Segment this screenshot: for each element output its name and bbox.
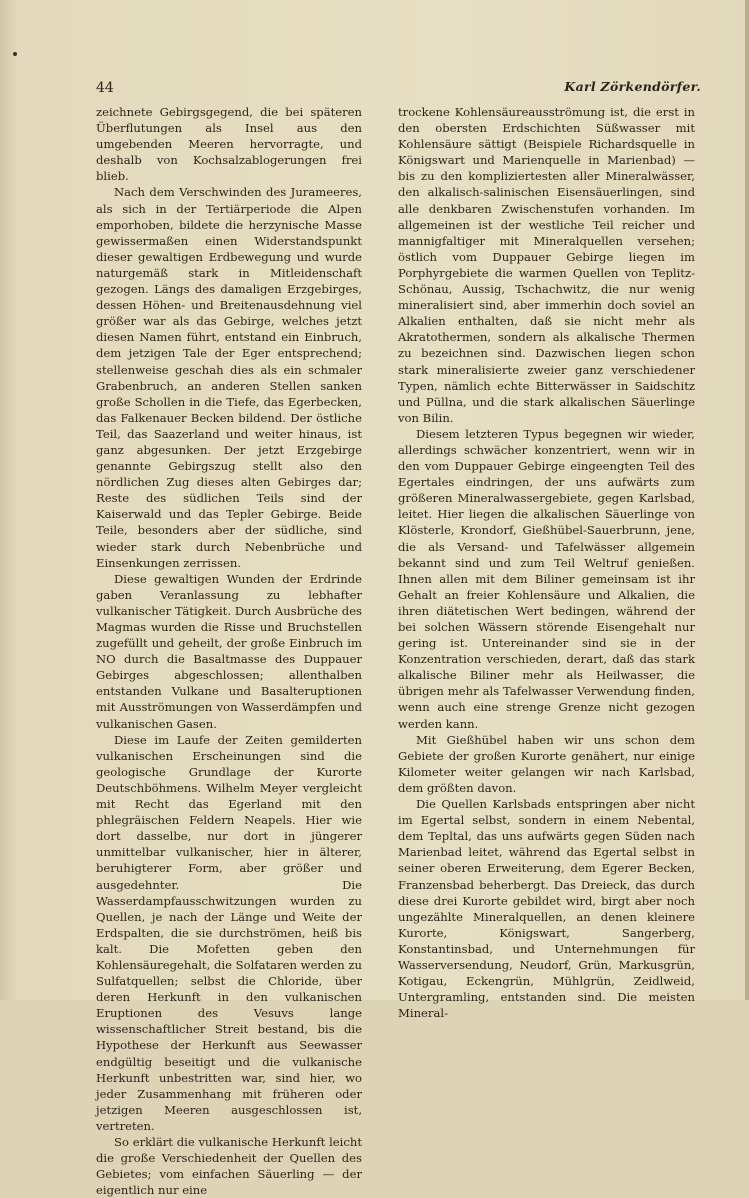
page-mark — [13, 52, 17, 56]
page-number: 44 — [96, 80, 114, 96]
paragraph: Nach dem Verschwinden des Jurameeres, als sich in der Tertiärperiode die Alpen emporhoben, bildete die herzynische Masse gewissermaßen einen Widerstandspunkt dieser gewaltigen Erdbewegung und wurde naturgemäß stark in Mitleidenschaft gezogen. Längs des damaligen Erzgebirges, dessen Höhen- und Breitenausdehnung viel größer war als das Gebirge, welches jetzt diesen Namen führt, entstand ein Einbruch, dem jetzigen Tale der Eger entsprechend; stellenweise geschah dies als ein schmaler Grabenbruch, an anderen Stellen sanken große Schollen in die Tiefe, das Egerbecken, das Falkenauer Becken bildend. Der östliche Teil, das Saazerland und weiter hinaus, ist ganz abgesunken. Der jetzt Erzgebirge genannte Gebirgszug stellt also den nördlichen Zug dieses alten Gebirges dar; Reste des südlichen Teils sind der Kaiserwald und das Tepler Gebirge. Beide Teile, besonders aber der südliche, sind wieder stark durch Nebenbrüche und Einsenkungen zerrissen. — [96, 185, 362, 570]
page-edge — [745, 0, 749, 1000]
paragraph: trockene Kohlensäureausströmung ist, die erst in den obersten Erdschichten Süßwasser mit Kohlensäure sättigt (Beispiele Richardsquelle in Königswart und Marienquelle in Marienbad) — bis zu den kompliziertesten aller Mineralwässer, den alkalisch-salinischen Eisensäuerlingen, sind alle denkbaren Zwischenstufen vorhanden. Im allgemeinen ist der westliche Teil reicher und mannigfaltiger mit Mineralquellen versehen; östlich vom Duppauer Gebirge liegen im Porphyrgebiete die warmen Quellen von Teplitz-Schönau, Aussig, Tschachwitz, die nur wenig mineralisiert sind, aber immerhin doch soviel an Alkalien enthalten, daß sie nicht mehr als Akratothermen, sondern als alkalische Thermen zu bezeichnen sind. Dazwischen liegen schon stark mineralisierte zweier ganz verschiedener Typen, nämlich echte Bitterwässer in Saidschitz und Püllna, und die stark alkalischen Säuerlinge von Bilin. — [398, 105, 695, 425]
paragraph: So erklärt die vulkanische Herkunft leicht die große Verschiedenheit der Quellen des Gebietes; vom einfachen Säuerling — der eigentlich nur eine — [96, 1135, 362, 1198]
paragraph: Diese im Laufe der Zeiten gemilderten vulkanischen Erscheinungen sind die geologische Grundlage der Kurorte Deutschböhmens. Wilhelm Meyer vergleicht mit Recht das Egerland mit den phlegräischen Feldern Neapels. Hier wie dort dasselbe, nur dort in jüngerer unmittelbar vulkanischer, hier in älterer, beruhigterer Form, aber größer und ausgedehnter. Die Wasserdampfausschwitzungen wurden zu Quellen, je nach der Länge und Weite der Erdspalten, die sie durchströmen, heiß bis kalt. Die Mofetten geben den Kohlensäuregehalt, die Solfataren werden zu Sulfatquellen; selbst die Chloride, über deren Herkunft in den vulkanischen Eruptionen des Vesuvs lange wissenschaftlicher Streit bestand, bis die Hypothese der Herkunft aus Seewasser endgültig beseitigt und die vulkanische Herkunft unbestritten war, sind hier, wo jeder Zusammenhang mit früheren oder jetzigen Meeren ausgeschlossen ist, vertreten. — [96, 732, 362, 1133]
left-text-column — [96, 104, 362, 1198]
paragraph: Diese gewaltigen Wunden der Erdrinde gaben Veranlassung zu lebhafter vulkanischer Tätigkeit. Durch Ausbrüche des Magmas wurden die Risse und Bruchstellen zugefüllt und geheilt, der große Einbruch im NO durch die Basaltmasse des Duppauer Gebirges abgeschlossen; allenthalben entstanden Vulkane und Basalteruptionen mit Ausströmungen von Wasserdämpfen und vulkanischen Gasen. — [96, 571, 362, 731]
running-head-author: Karl Zörkendörfer. — [564, 79, 701, 94]
paragraph: zeichnete Gebirgsgegend, die bei späteren Überflutungen als Insel aus den umgebenden Meeren hervorragte, und deshalb von Kochsalzablogerungen frei blieb. — [96, 105, 362, 184]
paragraph: Mit Gießhübel haben wir uns schon dem Gebiete der großen Kurorte genähert, nur einige Kilometer weiter gelangen wir nach Karlsbad, dem größten davon. — [398, 732, 695, 795]
paragraph: Die Quellen Karlsbads entspringen aber nicht im Egertal selbst, sondern in einem Nebental, dem Tepltal, das uns aufwärts gegen Süden nach Marienbad leitet, während das Egertal selbst in seiner oberen Erweiterung, dem Egerer Becken, Franzensbad beherbergt. Das Dreieck, das durch diese drei Kurorte gebildet wird, birgt aber noch ungezählte Mineralquellen, an denen kleinere Kurorte, Königswart, Sangerberg, Konstantinsbad, und Unternehmungen für Wasserversendung, Neudorf, Grün, Markusgrün, Kotigau, Eckengrün, Mühlgrün, Zeidlweid, Untergramling, entstanden sind. Die meisten Mineral- — [398, 797, 695, 1021]
paragraph: Diesem letzteren Typus begegnen wir wieder, allerdings schwächer konzentriert, wenn wir in den vom Duppauer Gebirge eingeengten Teil des Egertales eindringen, der uns aufwärts zum größeren Mineralwassergebiete, gegen Karlsbad, leitet. Hier liegen die alkalischen Säuerlinge von Klösterle, Krondorf, Gießhübel-Sauerbrunn, jene, die als Versand- und Tafelwässer allgemein bekannt sind und zum Teil Weltruf genießen. Ihnen allen mit dem Biliner gemeinsam ist ihr Gehalt an freier Kohlensäure und Alkalien, die ihren diätetischen Wert bedingen, während der bei solchen Wässern störende Eisengehalt nur gering ist. Untereinander sind sie in der Konzentration verschieden, derart, daß das stark alkalische Biliner mehr als Heilwasser, die übrigen mehr als Tafelwasser Verwendung finden, wenn auch eine strenge Grenze nicht gezogen werden kann. — [398, 426, 695, 731]
right-text-column — [398, 104, 695, 1021]
